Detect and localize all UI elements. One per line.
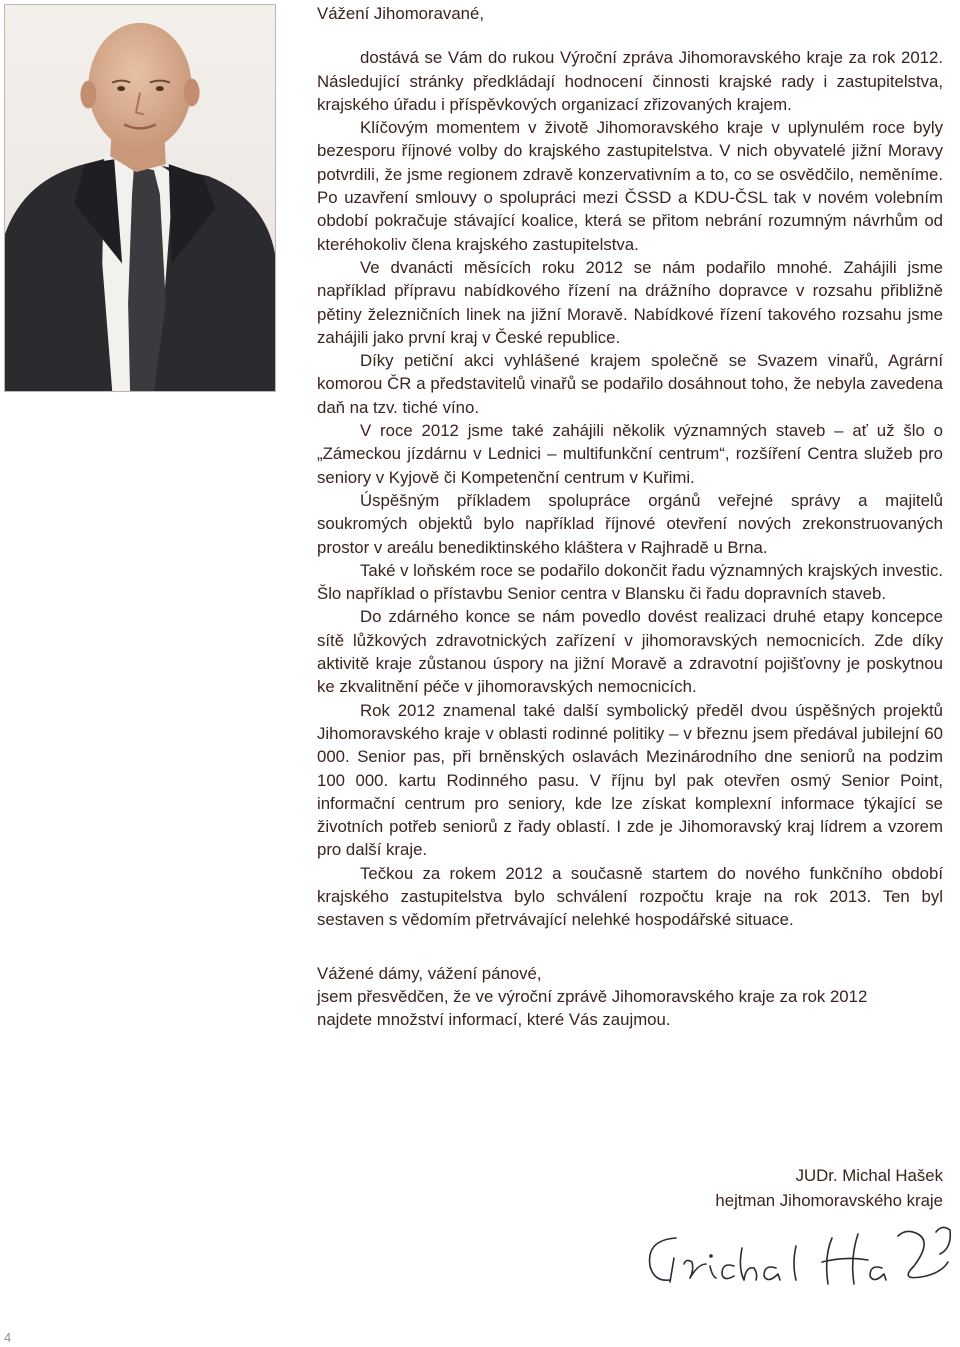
letter-paragraph: Rok 2012 znamenal také další symbolický předěl dvou úspěšných projektů Jihomoravského kraje v oblasti rodinné politiky – v březnu jsem předával jubilejní 60 000. Senior pas, při brněnských oslavách Mezinárodního dne seniorů na podzim 100 000. kartu Rodinného pasu. V říjnu byl pak otevřen osmý Senior Point, informační centrum pro seniory, kde lze získat komplexní informace týkající se životních potřeb seniorů z řady oblastí. I zde je Jihomoravský kraj lídrem a vzorem pro další kraje. xyxy=(317,700,943,860)
closing-line: jsem přesvědčen, že ve výroční zprávě Jihomoravského kraje za rok 2012 xyxy=(317,986,868,1006)
portrait-photo xyxy=(4,4,276,392)
letter-body xyxy=(317,2,943,1031)
letter-paragraph: Do zdárného konce se nám povedlo dovést realizaci druhé etapy koncepce sítě lůžkových zdravotnických zařízení v jihomoravských nemocnicích. Zde díky aktivitě kraje zůstanou úspory na jižní Moravě a zdravotní pojišťovny je poskytnou ke zkvalitnění péče v jihomoravských nemocnicích. xyxy=(317,607,943,697)
letter-paragraph: Úspěšným příkladem spolupráce orgánů veřejné správy a majitelů soukromých objektů bylo například říjnové otevření nových zrekonstruovaných prostor v areálu benediktinského kláštera v Rajhradě u Brna. xyxy=(317,490,943,557)
letter-paragraph: dostává se Vám do rukou Výroční zpráva Jihomoravského kraje za rok 2012. Následující stránky předkládají hodnocení činnosti krajské rady i zastupitelstva, krajského úřadu i příspěvkových organizací zřizovaných krajem. xyxy=(317,48,943,114)
letter-paragraph: Také v loňském roce se podařilo dokončit řadu významných krajských investic. Šlo například o přístavbu Senior centra v Blansku či řadu dopravních staveb. xyxy=(317,560,943,604)
letter-paragraph: V roce 2012 jsme také zahájili několik významných staveb – ať už šlo o „Zámeckou jízdárnu v Lednici – multifunkční centrum“, rozšíření Centra služeb pro seniory v Kyjově či Kompetenční centrum v Kuřimi. xyxy=(317,421,943,487)
letter-paragraph: Klíčovým momentem v životě Jihomoravského kraje v uplynulém roce byly bezesporu říjnové volby do krajského zastupitelstva. V nich obyvatelé jižní Moravy potvrdili, že jsme regionem zdravě konzervativním a to, co se osvědčilo, neměníme. Po uzavření smlouvy o spolupráci mezi ČSSD a KDU-ČSL tak v novém volebním období pokračuje stávající koalice, která se přitom nebrání rozumným návrhům od kteréhokoliv člena krajského zastupitelstva. xyxy=(317,118,943,254)
letter-paragraph: Ve dvanácti měsících roku 2012 se nám podařilo mnohé. Zahájili jsme například přípravu nabídkového řízení na drážního dopravce v rozsahu přibližně pětiny železničních linek na jižní Moravě. Nabídkové řízení takového rozsahu jsme zahájili jako první kraj v České republice. xyxy=(317,257,943,347)
handwritten-signature xyxy=(636,1218,958,1294)
letter-closing xyxy=(317,962,943,1032)
signatory-name: JUDr. Michal Hašek xyxy=(795,1166,943,1185)
letter-paragraph: Tečkou za rokem 2012 a současně startem do nového funkčního období krajského zastupitelstva bylo schválení rozpočtu kraje na rok 2013. Ten byl sestaven s vědomím přetrvávající nelehké hospodářské situace. xyxy=(317,863,943,930)
closing-line: najdete množství informací, které Vás zaujmou. xyxy=(317,1010,671,1030)
letter-salutation: Vážení Jihomoravané, xyxy=(317,4,484,23)
signature-block xyxy=(715,1163,943,1213)
closing-greeting: Vážené dámy, vážení pánové, xyxy=(317,963,542,983)
letter-paragraph: Díky petiční akci vyhlášené krajem společně se Svazem vinařů, Agrární komorou ČR a představitelů vinařů se podařilo dosáhnout toho, že nebyla zavedena daň na tzv. tiché víno. xyxy=(317,351,943,417)
signatory-title: hejtman Jihomoravského kraje xyxy=(715,1191,943,1210)
page-number: 4 xyxy=(4,1330,12,1345)
